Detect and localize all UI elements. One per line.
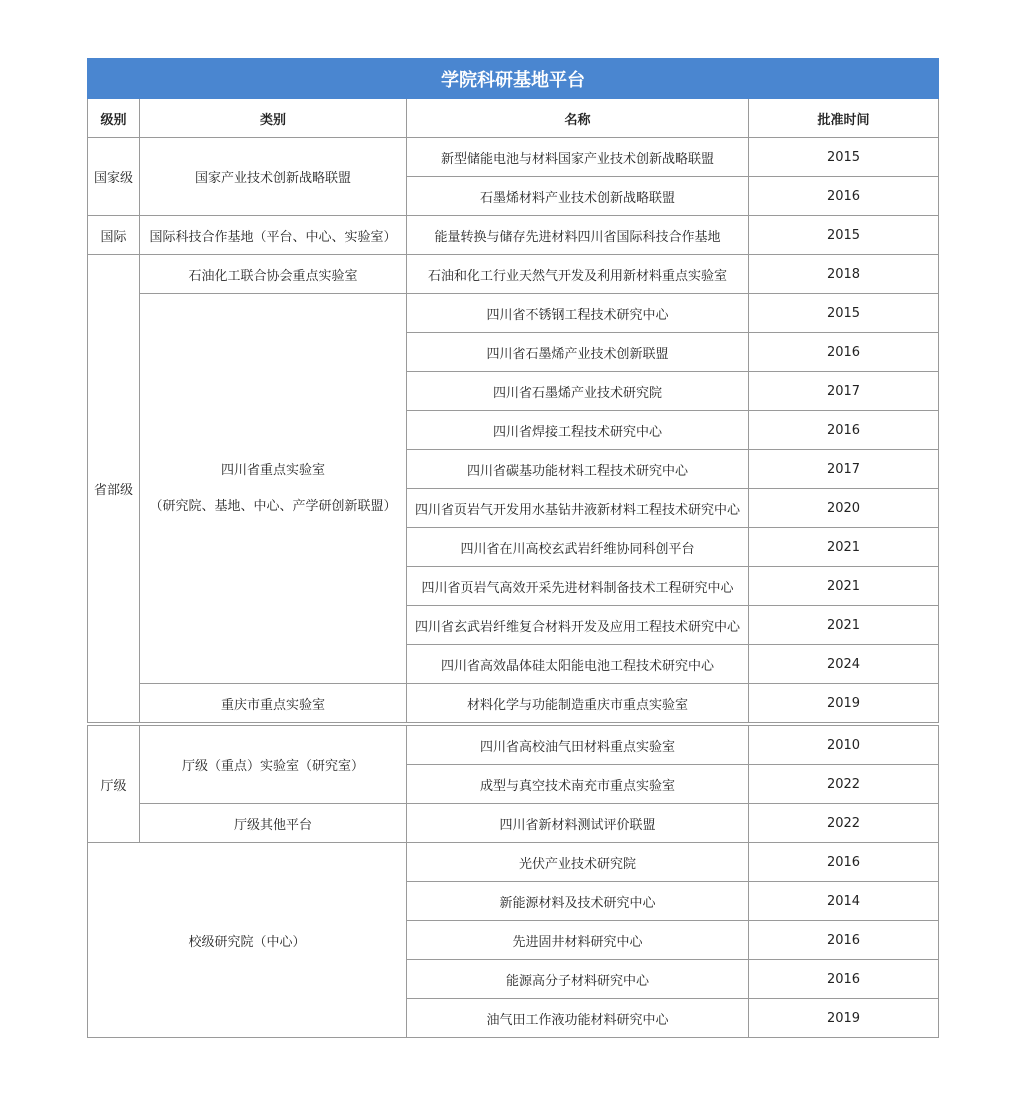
year-cell: 2014 — [749, 882, 939, 921]
year-cell: 2019 — [749, 684, 939, 723]
name-cell: 四川省新材料测试评价联盟 — [407, 804, 749, 843]
header-approval-time: 批准时间 — [749, 99, 939, 138]
name-cell: 四川省焊接工程技术研究中心 — [407, 411, 749, 450]
year-cell: 2021 — [749, 606, 939, 645]
year-cell: 2020 — [749, 489, 939, 528]
table-row — [88, 804, 939, 843]
year-cell: 2015 — [749, 216, 939, 255]
category-cell: 国家产业技术创新战略联盟 — [140, 138, 407, 216]
name-cell: 石墨烯材料产业技术创新战略联盟 — [407, 177, 749, 216]
year-cell: 2019 — [749, 999, 939, 1038]
table-row — [88, 216, 939, 255]
year-cell: 2018 — [749, 255, 939, 294]
name-cell: 四川省石墨烯产业技术创新联盟 — [407, 333, 749, 372]
category-line: 四川省重点实验室 — [220, 462, 325, 478]
category-cell: 石油化工联合协会重点实验室 — [140, 255, 407, 294]
name-cell: 四川省玄武岩纤维复合材料开发及应用工程技术研究中心 — [407, 606, 749, 645]
year-cell: 2016 — [749, 411, 939, 450]
level-category-cell: 校级研究院（中心） — [88, 843, 407, 1038]
year-cell: 2016 — [749, 921, 939, 960]
year-cell: 2010 — [749, 726, 939, 765]
name-cell: 四川省高校油气田材料重点实验室 — [407, 726, 749, 765]
name-cell: 新型储能电池与材料国家产业技术创新战略联盟 — [407, 138, 749, 177]
category-cell: 厅级（重点）实验室（研究室） — [140, 726, 407, 804]
name-cell: 材料化学与功能制造重庆市重点实验室 — [407, 684, 749, 723]
table-row — [88, 684, 939, 723]
name-cell: 石油和化工行业天然气开发及利用新材料重点实验室 — [407, 255, 749, 294]
header-level: 级别 — [88, 99, 140, 138]
category-cell: 国际科技合作基地（平台、中心、实验室） — [140, 216, 407, 255]
year-cell: 2016 — [749, 333, 939, 372]
name-cell: 新能源材料及技术研究中心 — [407, 882, 749, 921]
year-cell: 2015 — [749, 294, 939, 333]
name-cell: 四川省碳基功能材料工程技术研究中心 — [407, 450, 749, 489]
year-cell: 2024 — [749, 645, 939, 684]
research-platform-table-container — [87, 58, 938, 1038]
category-cell: 厅级其他平台 — [140, 804, 407, 843]
name-cell: 先进固井材料研究中心 — [407, 921, 749, 960]
category-cell: 重庆市重点实验室 — [140, 684, 407, 723]
year-cell: 2015 — [749, 138, 939, 177]
table-title-row — [88, 59, 939, 99]
category-line: （研究院、基地、中心、产学研创新联盟） — [149, 498, 397, 514]
name-cell: 四川省高效晶体硅太阳能电池工程技术研究中心 — [407, 645, 749, 684]
name-cell: 四川省页岩气开发用水基钻井液新材料工程技术研究中心 — [407, 489, 749, 528]
table-row — [88, 843, 939, 882]
year-cell: 2017 — [749, 372, 939, 411]
name-cell: 油气田工作液功能材料研究中心 — [407, 999, 749, 1038]
name-cell: 能量转换与储存先进材料四川省国际科技合作基地 — [407, 216, 749, 255]
year-cell: 2016 — [749, 177, 939, 216]
header-name: 名称 — [407, 99, 749, 138]
table-row — [88, 138, 939, 177]
name-cell: 四川省在川高校玄武岩纤维协同科创平台 — [407, 528, 749, 567]
table-row — [88, 294, 939, 333]
table-row — [88, 726, 939, 765]
level-cell: 省部级 — [88, 255, 140, 723]
level-cell: 国际 — [88, 216, 140, 255]
level-cell: 厅级 — [88, 726, 140, 843]
level-cell: 国家级 — [88, 138, 140, 216]
year-cell: 2022 — [749, 804, 939, 843]
category-cell — [140, 294, 407, 684]
name-cell: 四川省页岩气高效开采先进材料制备技术工程研究中心 — [407, 567, 749, 606]
year-cell: 2022 — [749, 765, 939, 804]
year-cell: 2021 — [749, 528, 939, 567]
table-row — [88, 255, 939, 294]
table-header-row — [88, 99, 939, 138]
name-cell: 四川省不锈钢工程技术研究中心 — [407, 294, 749, 333]
year-cell: 2017 — [749, 450, 939, 489]
name-cell: 能源高分子材料研究中心 — [407, 960, 749, 999]
year-cell: 2021 — [749, 567, 939, 606]
table-title: 学院科研基地平台 — [88, 59, 939, 99]
year-cell: 2016 — [749, 960, 939, 999]
header-category: 类别 — [140, 99, 407, 138]
year-cell: 2016 — [749, 843, 939, 882]
research-platform-table — [87, 58, 939, 1038]
name-cell: 成型与真空技术南充市重点实验室 — [407, 765, 749, 804]
name-cell: 光伏产业技术研究院 — [407, 843, 749, 882]
name-cell: 四川省石墨烯产业技术研究院 — [407, 372, 749, 411]
